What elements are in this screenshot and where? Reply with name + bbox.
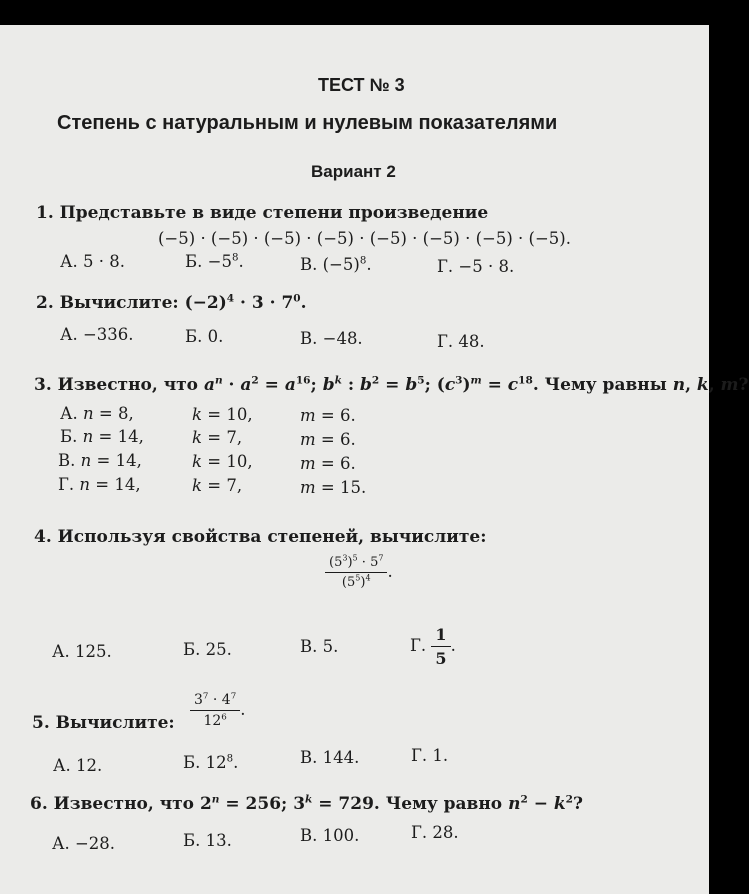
q3-option-b: Б. n = 14,: [60, 427, 144, 446]
q1-expression: (−5) · (−5) · (−5) · (−5) · (−5) · (−5) · (−5) · (−5).: [158, 229, 571, 248]
test-number: ТЕСТ № 3: [318, 75, 405, 95]
test-sheet: [0, 25, 749, 894]
q3-option-a-k: k = 10,: [192, 405, 253, 424]
q6-option-a: А. −28.: [52, 834, 116, 853]
q3-option-b-m: m = 6.: [300, 430, 356, 449]
q2-option-d: Г. 48.: [437, 332, 485, 351]
q3-option-d: Г. n = 14,: [58, 475, 141, 494]
q1-option-a: А. 5 · 8.: [60, 252, 125, 271]
q5-expression: $\frac{3^7 \cdot 4^7}{12^6}$ .: [190, 692, 246, 729]
q4-option-a: А. 125.: [52, 642, 112, 661]
q2-option-b: Б. 0.: [185, 327, 224, 346]
q1-option-c: В. $(-5)^8$.: [300, 255, 372, 274]
variant-title: Вариант 2: [311, 162, 396, 181]
q6-prompt: 6. Известно, что $2^n = 256$; $3^k = 729$. Чему равно $n^2 - k^2$?: [30, 793, 583, 814]
q1-option-d: Г. −5 · 8.: [437, 257, 515, 276]
q4-option-c: В. 5.: [300, 637, 339, 656]
q4-prompt: 4. Используя свойства степеней, вычислите:: [34, 527, 487, 547]
q2-prompt: 2. Вычислите: $(-2)^4 \cdot 3 \cdot 7^0$.: [36, 292, 307, 313]
q3-option-c-m: m = 6.: [300, 454, 356, 473]
q3-option-d-k: k = 7,: [192, 476, 243, 495]
q5-option-b: Б. $12^8$.: [183, 753, 239, 772]
q5-prompt: 5. Вычислите:: [32, 713, 175, 733]
q5-option-c: В. 144.: [300, 748, 360, 767]
q3-option-b-k: k = 7,: [192, 428, 243, 447]
q2-option-a: А. −336.: [60, 325, 134, 344]
q3-option-a: А. n = 8,: [60, 404, 134, 423]
q3-option-c-k: k = 10,: [192, 452, 253, 471]
q3-prompt: 3. Известно, что $a^n \cdot a^2 = a^{16}$; $b^k$ : $b^2 = b^5$; $(c^3)^m = c^{18}$. Чему равны n, k, m?: [34, 374, 749, 395]
q6-option-d: Г. 28.: [411, 823, 459, 842]
q5-option-a: А. 12.: [53, 756, 103, 775]
q4-option-d: Г. $\frac{1}{5}$ .: [410, 625, 456, 668]
q5-option-d: Г. 1.: [411, 746, 449, 765]
q3-option-a-m: m = 6.: [300, 406, 356, 425]
test-topic: Степень с натуральным и нулевым показателями: [57, 112, 558, 134]
q2-option-c: В. −48.: [300, 329, 363, 348]
q6-option-b: Б. 13.: [183, 831, 232, 850]
q1-prompt: 1. Представьте в виде степени произведение: [36, 203, 489, 223]
q3-option-d-m: m = 15.: [300, 478, 367, 497]
q4-option-b: Б. 25.: [183, 640, 232, 659]
q4-expression: $\frac{(5^3)^5 \cdot 5^7}{(5^5)^4}$ .: [325, 555, 393, 590]
q3-option-c: В. n = 14,: [58, 451, 142, 470]
q6-option-c: В. 100.: [300, 826, 360, 845]
q1-option-b: Б. $-5^8$.: [185, 252, 244, 271]
